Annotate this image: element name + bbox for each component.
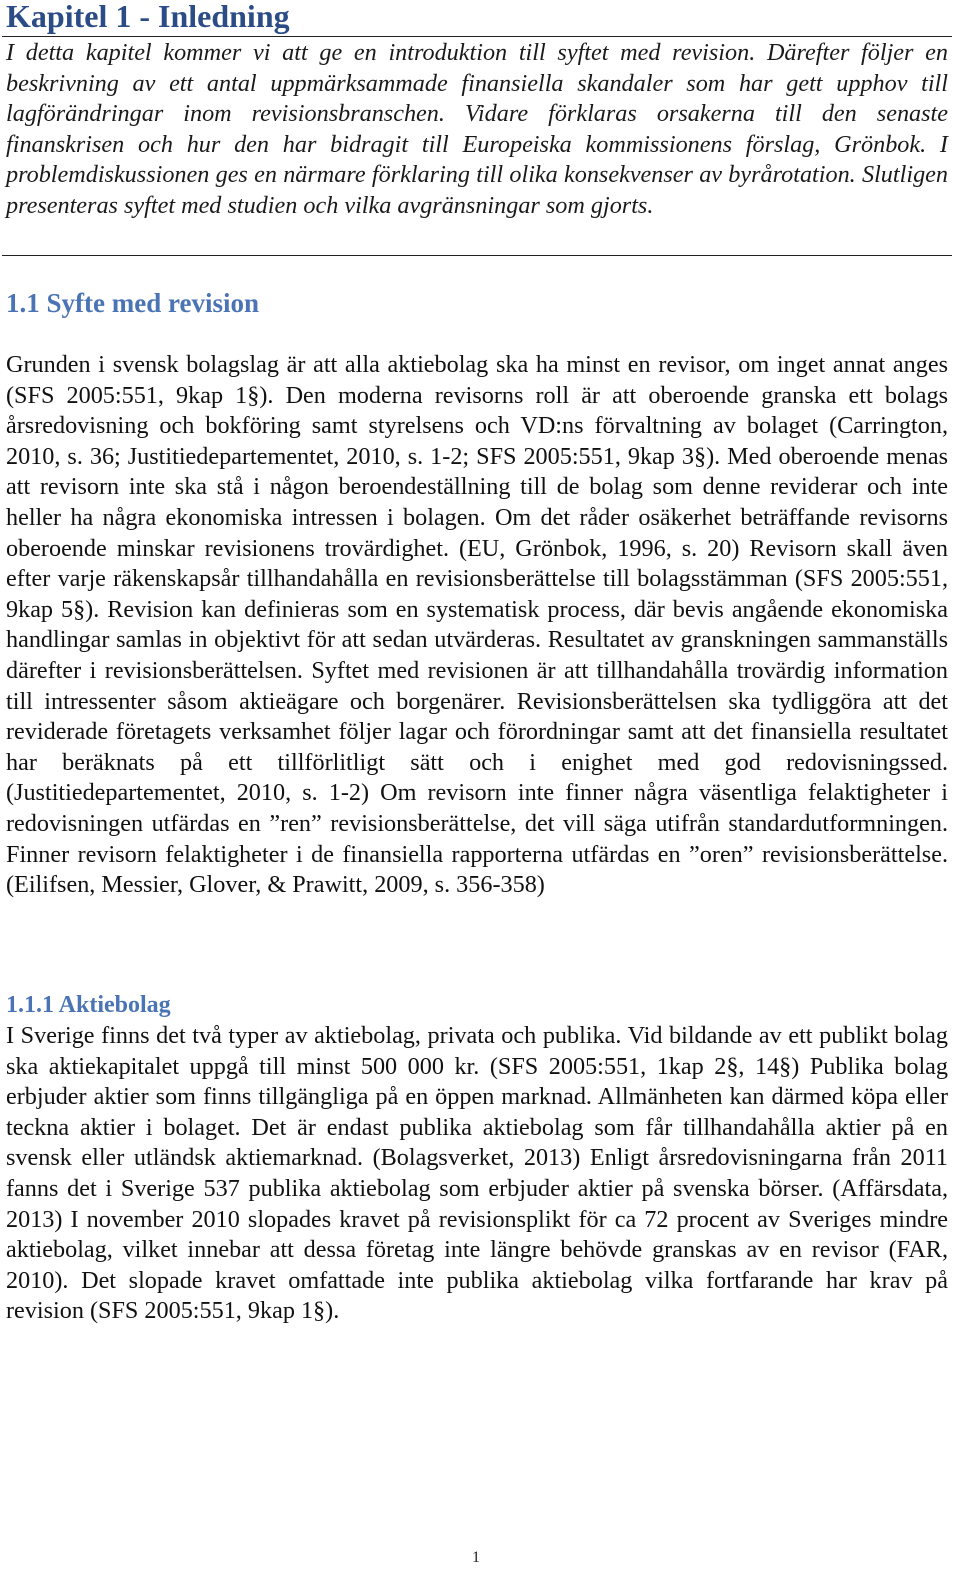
subsection-paragraph-aktiebolag: I Sverige finns det två typer av aktiebolag, privata och publika. Vid bildande av ett publikt bolag ska aktiekapitalet uppgå till minst 500 000 kr. (SFS 2005:551, 1kap 2§, 14§) Publika bolag erbjuder aktier som finns tillgängliga på en öppen marknad. Allmänheten kan därmed köpa eller teckna aktier i bolaget. Det är endast publika aktiebolag som får tillhandahålla aktier på en svensk eller utländsk aktiemarknad. (Bolagsverket, 2013) Enligt årsredovisningarna från 2011 fanns det i Sverige 537 publika aktiebolag som erbjuder aktier på svenska börser. (Affärsdata, 2013) I november 2010 slopades kravet på revisionsplikt för ca 72 procent av Sveriges mindre aktiebolag, vilket innebar att dessa företag inte längre behövde granskas av en revisor (FAR, 2010). Det slopade kravet omfattade inte publika aktiebolag vilka fortfarande har krav på revision (SFS 2005:551, 9kap 1§). bbox=[6, 1022, 948, 1325]
chapter-title: Kapitel 1 - Inledning bbox=[6, 0, 290, 34]
section-paragraph-syfte-med-revision: Grunden i svensk bolagslag är att alla aktiebolag ska ha minst en revisor, om inget annat anges (SFS 2005:551, 9kap 1§). Den moderna revisorns roll är att oberoende granska ett bolags årsredovisning och bokföring samt styrelsens och VD:ns förvaltning av bolaget (Carrington, 2010, s. 36; Justitiedepartementet, 2010, s. 1-2; SFS 2005:551, 9kap 3§). Med oberoende menas att revisorn inte ska stå i någon beroendeställning till de bolag som denne reviderar och inte heller ha några ekonomiska intressen i bolagen. Om det råder osäkerhet beträffande revisorns oberoende minskar revisionens trovärdighet. (EU, Grönbok, 1996, s. 20) Revisorn skall även efter varje räkenskapsår tillhandahålla en revisionsberättelse till bolagsstämman (SFS 2005:551, 9kap 5§). Revision kan definieras som en systematisk process, där bevis angående ekonomiska handlingar samlas in objektivt för att sedan utvärderas. Resultatet av granskningen sammanställs därefter i revisionsberättelsen. Syftet med revisionen är att tillhandahålla trovärdig information till intressenter såsom aktieägare och borgenärer. Revisionsberättelsen ska tydliggöra att det reviderade företagets verksamhet följer lagar och förordningar samt att det finansiella resultatet har beräknats på ett tillförlitligt sätt och i enighet med god redovisningssed. (Justitiedepartementet, 2010, s. 1-2) Om revisorn inte finner några väsentliga felaktigheter i redovisningen utfärdas en ”ren” revisionsberättelse, det vill säga utifrån standardutformningen. Finner revisorn felaktigheter i de finansiella rapporterna utfärdas en ”oren” revisionsberättelse. (Eilifsen, Messier, Glover, & Prawitt, 2009, s. 356-358) bbox=[6, 351, 948, 899]
chapter-intro: I detta kapitel kommer vi att ge en introduktion till syftet med revision. Därefter följer en beskrivning av ett antal uppmärksammade finansiella skandaler som har gett upphov till lagförändringar inom revisionsbranschen. Vidare förklaras orsakerna till den senaste finanskrisen och hur den har bidragit till Europeiska kommissionens förslag, Grönbok. I problemdiskussionen ges en närmare förklaring till olika konsekvenser av byrårotation. Slutligen presenteras syftet med studien och vilka avgränsningar som gjorts. bbox=[6, 39, 948, 219]
intro-top-rule bbox=[2, 36, 952, 37]
intro-bottom-rule bbox=[2, 255, 952, 256]
page-number: 1 bbox=[472, 1549, 480, 1566]
section-title-syfte-med-revision: 1.1 Syfte med revision bbox=[6, 288, 259, 318]
subsection-title-aktiebolag: 1.1.1 Aktiebolag bbox=[6, 992, 171, 1018]
